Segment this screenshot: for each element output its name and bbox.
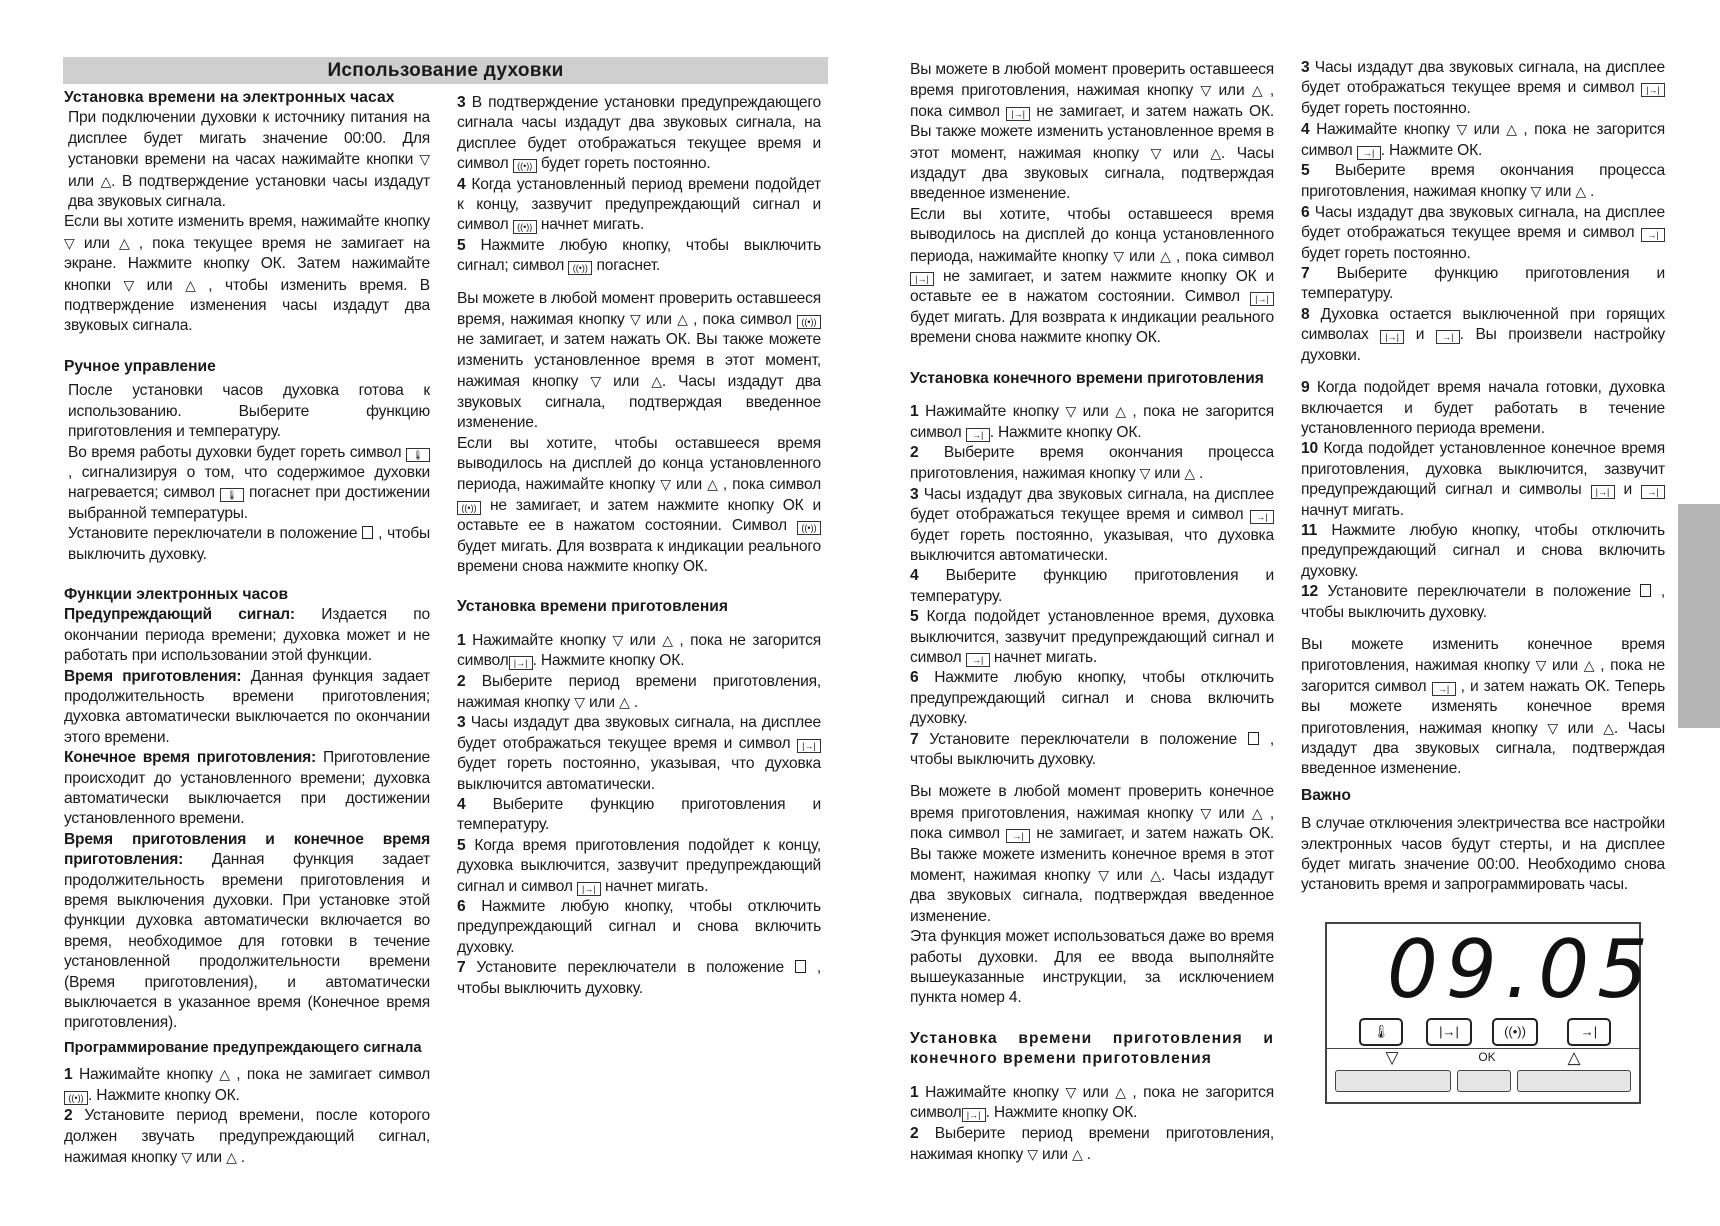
up-icon: △: [1184, 465, 1195, 482]
end-time-icon: →|: [1641, 485, 1665, 499]
alarm-step-3: 3 В подтверждение установки предупреждающего сигнала часы издадут два звуковых сигнала, на дисплее будет отображаться текущее время и символ ((•)) будет гореть постоянно.: [457, 94, 821, 173]
up-icon: △: [1583, 657, 1595, 674]
end-time-icon: →|: [1567, 1018, 1611, 1046]
down-key: [1335, 1070, 1451, 1092]
cook-step-6: 6 Нажмите любую кнопку, чтобы отключить предупреждающий сигнал и снова включить духовку.: [457, 898, 821, 956]
both-step-10: 10 Когда подойдет установленное конечное время приготовления, духовка выключится, зазвучит предупреждающий сигнал и символы |→| и →| начнут мигать.: [1301, 440, 1665, 519]
manual-paragraph-1: После установки часов духовка готова к использованию. Выберите функцию приготовления и температуру.: [68, 382, 430, 441]
down-icon: ▽: [1027, 1145, 1038, 1162]
down-icon: ▽: [574, 693, 585, 710]
bell-icon: ((•)): [568, 261, 592, 275]
alarm-step-5: 5 Нажмите любую кнопку, чтобы выключить сигнал; символ ((•)) погаснет.: [457, 236, 821, 275]
down-icon: ▽: [1139, 465, 1151, 482]
down-icon: ▽: [660, 476, 671, 493]
off-position-icon: [362, 526, 373, 539]
column-4: [1301, 58, 1665, 896]
end-step-4: 4 Выберите функцию приготовления и температуру.: [910, 567, 1274, 605]
alarm-check-2: Если вы хотите, чтобы оставшееся время выводилось на дисплей до конца установленного периода, нажимайте кнопку ▽ или △ , пока символ ((•)) не замигает, и затем нажмите кнопку ОК и оставьте ее в нажатом состоянии. Символ ((•)) будет мигать. Для возврата к индикации реального времени снова нажмите кнопку ОК.: [457, 434, 821, 575]
clock-paragraph-2: Если вы хотите изменить время, нажимайте кнопку ▽ или △ , пока текущее время не замигает на экране. Нажмите кнопку ОК. Затем нажимайте кнопки ▽ или △ , чтобы изменить время. В подтверждение изменения часы издадут два звуковых сигнала.: [64, 213, 430, 335]
end-check: Вы можете в любой момент проверить конечное время приготовления, нажимая кнопку ▽ или △ , пока символ →| не замигает, и затем нажать ОК. Вы также можете изменить конечное время в этот момент, нажимая кнопку ▽ или △. Часы издадут два звуковых сигнала, подтверждая введенное изменение.: [910, 783, 1274, 925]
alarm-check-1: Вы можете в любой момент проверить оставшееся время, нажимая кнопку ▽ или △ , пока символ ((•)) не замигает, и затем нажать ОК. Вы также можете изменить установленное время в этот момент, нажимая кнопку ▽ или △. Часы издадут два звуковых сигнала, подтверждая введенное изменение.: [457, 289, 821, 432]
end-time-icon: →|: [1432, 682, 1456, 696]
thermometer-icon: 🌡: [1359, 1018, 1403, 1046]
end-time-icon: →|: [966, 653, 990, 667]
off-position-icon: [795, 960, 806, 973]
down-icon: ▽: [1535, 657, 1547, 674]
down-icon: ▽: [181, 1148, 192, 1165]
heading-functions: Функции электронных часов: [64, 585, 289, 603]
both-step-5: 5 Выберите время окончания процесса приготовления, нажимая кнопку ▽ или △ .: [1301, 162, 1665, 201]
duration-icon: |→|: [1641, 83, 1665, 97]
down-icon: ▽: [1065, 1083, 1077, 1100]
down-icon: ▽: [64, 234, 75, 251]
both-step-1: 1 Нажимайте кнопку ▽ или △ , пока не загорится символ |→| . Нажмите кнопку ОК.: [910, 1083, 1275, 1122]
down-icon: ▽: [1113, 247, 1124, 264]
up-icon: △: [707, 476, 718, 493]
cook-step-2: 2 Выберите период времени приготовления, нажимая кнопку ▽ или △ .: [457, 672, 821, 711]
both-step-4: 4 Нажимайте кнопку ▽ или △ , пока не загорится символ →| . Нажмите ОК.: [1301, 121, 1666, 159]
column-2: [457, 93, 821, 999]
down-icon: ▽: [1385, 1048, 1399, 1067]
off-position-icon: [1640, 584, 1651, 597]
prog-step-2: 2 Установите период времени, после которого должен звучать предупреждающий сигнал, нажимая кнопку ▽ или △ .: [64, 1107, 431, 1166]
func-end: Конечное время приготовления: Приготовление происходит до установленного времени; духовка автоматически выключается при достижении установленного времени.: [64, 749, 430, 828]
up-icon: △: [1251, 82, 1263, 99]
duration-icon: |→|: [1591, 485, 1615, 499]
func-both: Время приготовления и конечное время приготовления: Данная функция задает продолжительность времени приготовления и время выключения духовки. При установке этой функции духовка автоматически включается во время, необходимое для готовки в течение установленной продолжительности времени (Время приготовления), и автоматически выключается в указанное время (Конечное время приготовления).: [64, 830, 430, 1032]
heading-clock: Установка времени на электронных часах: [64, 89, 395, 106]
cook-step-1: 1 Нажимайте кнопку ▽ или △ , пока не загорится символ |→| . Нажмите кнопку ОК.: [457, 631, 822, 670]
down-icon: ▽: [1456, 121, 1468, 138]
heading-end-time: Установка конечного времени приготовления: [910, 369, 1264, 387]
up-icon: △: [662, 631, 673, 648]
ok-label: OK: [1478, 1050, 1496, 1064]
cook-step-3: 3 Часы издадут два звуковых сигнала, на дисплее будет отображаться текущее время и символ |→| будет гореть постоянно, указывая, что духовка выключится автоматически.: [457, 714, 821, 793]
heading-program-alarm: Программирование предупреждающего сигнала: [64, 1039, 422, 1056]
end-time-icon: →|: [1250, 510, 1274, 524]
duration-icon: |→|: [962, 1108, 986, 1122]
down-icon: ▽: [612, 631, 624, 648]
down-icon: ▽: [1065, 403, 1077, 420]
duration-icon: |→|: [509, 656, 533, 670]
end-note: Эта функция может использоваться даже во время работы духовки. Для ее ввода выполняйте вышеуказанные инструкции, за исключением пункта номер 4.: [910, 928, 1274, 1007]
thermometer-icon: 🌡: [406, 448, 430, 462]
side-tab: [1678, 504, 1720, 728]
cook-check-2: Если вы хотите, чтобы оставшееся время выводилось на дисплей до конца установленного периода, нажимайте кнопку ▽ или △ , пока символ |→| не замигает, и затем нажмите кнопку ОК и оставьте ее в нажатом состоянии. Символ |→| будет мигать. Для возврата к индикации реального времени снова нажмите кнопку ОК.: [910, 205, 1274, 347]
down-icon: ▽: [629, 311, 641, 328]
up-icon: △: [219, 1066, 230, 1083]
manual-paragraph-2: Во время работы духовки будет гореть символ 🌡 , сигнализируя о том, что содержимое духовки нагревается; символ 🌡 погаснет при достижении выбранной температуры.: [68, 443, 430, 522]
duration-icon: |→|: [1380, 330, 1404, 344]
duration-icon: |→|: [1006, 107, 1030, 121]
duration-icon: |→|: [910, 272, 934, 286]
duration-icon: |→|: [1426, 1018, 1472, 1046]
both-step-3: 3 Часы издадут два звуковых сигнала, на дисплее будет отображаться текущее время и символ |→| будет гореть постоянно.: [1301, 59, 1665, 117]
end-step-5: 5 Когда подойдет установленное время, духовка выключится, зазвучит предупреждающий сигнал и символ →| начнет мигать.: [910, 608, 1274, 666]
up-key: [1517, 1070, 1631, 1092]
up-icon: △: [1150, 867, 1161, 884]
end-time-icon: →|: [966, 428, 990, 442]
heading-cook-time: Установка времени приготовления: [457, 598, 728, 616]
end-time-icon: →|: [1006, 829, 1030, 843]
func-alarm: Предупреждающий сигнал: Издается по окончании периода времени; духовка может и не работать при использовании этой функции.: [64, 606, 431, 665]
up-icon: △: [619, 693, 630, 710]
end-time-icon: →|: [1436, 330, 1460, 344]
end-step-6: 6 Нажмите любую кнопку, чтобы отключить предупреждающий сигнал и снова включить духовку.: [910, 669, 1274, 728]
down-icon: ▽: [419, 151, 430, 168]
end-step-2: 2 Выберите время окончания процесса приготовления, нажимая кнопку ▽ или △ .: [910, 443, 1274, 483]
prog-step-1: 1 Нажимайте кнопку △ , пока не замигает символ ((•)) . Нажмите кнопку ОК.: [64, 1066, 431, 1104]
func-time: Время приготовления: Данная функция задает продолжительность времени приготовления; духовка автоматически выключается по окончании этого времени.: [64, 667, 430, 746]
down-icon: ▽: [123, 276, 135, 293]
end-step-3: 3 Часы издадут два звуковых сигнала, на дисплее будет отображаться текущее время и символ →| будет гореть постоянно, указывая, что духовка выключится автоматически.: [910, 485, 1274, 564]
bell-icon: ((•)): [797, 315, 821, 329]
clock-paragraph-1: При подключении духовки к источнику питания на дисплее будет мигать значение 00:00. Для установки времени на часах нажимайте кнопки ▽ или △. В подтверждение установки часы издадут два звуковых сигнала.: [68, 109, 430, 211]
up-icon: △: [118, 234, 130, 251]
up-icon: △: [1115, 403, 1126, 420]
down-icon: ▽: [1530, 183, 1542, 200]
up-icon: △: [1575, 183, 1586, 200]
manual-paragraph-3: Установите переключатели в положение , чтобы выключить духовку.: [68, 525, 430, 563]
bell-icon: ((•)): [797, 521, 821, 535]
both-step-9: 9 Когда подойдет время начала готовки, духовка включается и будет работать в течение установленного периода времени.: [1301, 379, 1665, 437]
thermometer-icon: 🌡: [220, 488, 244, 502]
heading-cook-and-end: Установка времени приготовления и конечного времени приготовления: [910, 1029, 1274, 1068]
heading-manual: Ручное управление: [64, 357, 216, 375]
both-step-7: 7 Выберите функцию приготовления и температуру.: [1301, 265, 1665, 303]
up-icon: △: [226, 1148, 237, 1165]
both-step-8: 8 Духовка остается выключенной при горящих символах |→| и →| . Вы произвели настройку духовки.: [1301, 305, 1665, 364]
duration-icon: |→|: [1250, 292, 1274, 306]
bell-icon: ((•)): [513, 220, 537, 234]
bell-icon: ((•)): [457, 501, 481, 515]
up-icon: △: [100, 172, 112, 189]
down-icon: ▽: [1200, 804, 1212, 821]
up-icon: △: [1072, 1145, 1083, 1162]
down-icon: ▽: [1150, 144, 1162, 161]
column-3: [910, 60, 1274, 1165]
display-time: 09.05: [1387, 923, 1657, 1016]
up-icon: △: [1115, 1083, 1126, 1100]
important-text: В случае отключения электричества все настройки электронных часов будут стерты, и на дисплее будет мигать значение 00:00. Необходимо снова установить время и запрограммировать часы.: [1301, 815, 1665, 894]
bell-icon: ((•)): [64, 1091, 88, 1105]
up-icon: △: [1506, 121, 1517, 138]
up-icon: △: [651, 373, 662, 390]
both-step-6: 6 Часы издадут два звуковых сигнала, на дисплее будет отображаться текущее время и символ →| будет гореть постоянно.: [1301, 203, 1665, 262]
end-time-icon: →|: [1641, 228, 1665, 242]
up-icon: △: [1160, 247, 1171, 264]
both-step-12: 12 Установите переключатели в положение , чтобы выключить духовку.: [1301, 583, 1665, 621]
duration-icon: |→|: [797, 739, 821, 753]
end-time-icon: →|: [1357, 146, 1381, 160]
heading-important: Важно: [1301, 786, 1351, 804]
cook-step-7: 7 Установите переключатели в положение , чтобы выключить духовку.: [457, 959, 821, 997]
both-step-11: 11 Нажмите любую кнопку, чтобы отключить предупреждающий сигнал и снова включить духовку.: [1301, 521, 1665, 580]
off-position-icon: [1248, 732, 1259, 745]
down-icon: ▽: [1547, 719, 1558, 736]
end-step-1: 1 Нажимайте кнопку ▽ или △ , пока не загорится символ →| . Нажмите кнопку ОК.: [910, 403, 1275, 441]
cook-step-4: 4 Выберите функцию приготовления и температуру.: [457, 796, 821, 834]
up-icon: △: [677, 311, 688, 328]
cook-check-1: Вы можете в любой момент проверить оставшееся время приготовления, нажимая кнопку ▽ или △ , пока символ |→| не замигает, и затем нажать ОК. Вы также можете изменить установленное время в этот момент, нажимая кнопку ▽ или △. Часы издадут два звуковых сигнала, подтверждая введенное изменение.: [910, 61, 1274, 203]
end-step-7: 7 Установите переключатели в положение , чтобы выключить духовку.: [910, 730, 1274, 768]
up-icon: △: [1603, 719, 1614, 736]
duration-icon: |→|: [577, 882, 601, 896]
column-1: [64, 88, 430, 1168]
both-check: Вы можете изменить конечное время приготовления, нажимая кнопку ▽ или △ , пока не загорится символ →| , и затем нажать ОК. Теперь вы можете изменять конечное время приготовления, нажимая кнопку ▽ или △. Часы издадут два звуковых сигнала, подтверждая введенное изменение.: [1301, 635, 1665, 778]
up-icon: △: [185, 276, 196, 293]
bell-icon: ((•)): [1492, 1018, 1538, 1046]
up-icon: △: [1251, 804, 1263, 821]
alarm-step-4: 4 Когда установленный период времени подойдет к концу, зазвучит предупреждающий сигнал и символ ((•)) начнет мигать.: [457, 175, 821, 234]
ok-key: [1457, 1070, 1511, 1092]
page-title: Использование духовки: [63, 57, 828, 84]
down-icon: ▽: [590, 373, 601, 390]
up-icon: △: [1210, 144, 1221, 161]
both-step-2: 2 Выберите период времени приготовления, нажимая кнопку ▽ или △ .: [910, 1124, 1274, 1163]
down-icon: ▽: [1098, 867, 1109, 884]
cook-step-5: 5 Когда время приготовления подойдет к концу, духовка выключится, зазвучит предупреждающий сигнал и символ |→| начнет мигать.: [457, 836, 821, 895]
down-icon: ▽: [1200, 82, 1212, 99]
bell-icon: ((•)): [513, 159, 537, 173]
control-panel-illustration: [1325, 922, 1657, 1104]
up-icon: △: [1567, 1048, 1581, 1067]
